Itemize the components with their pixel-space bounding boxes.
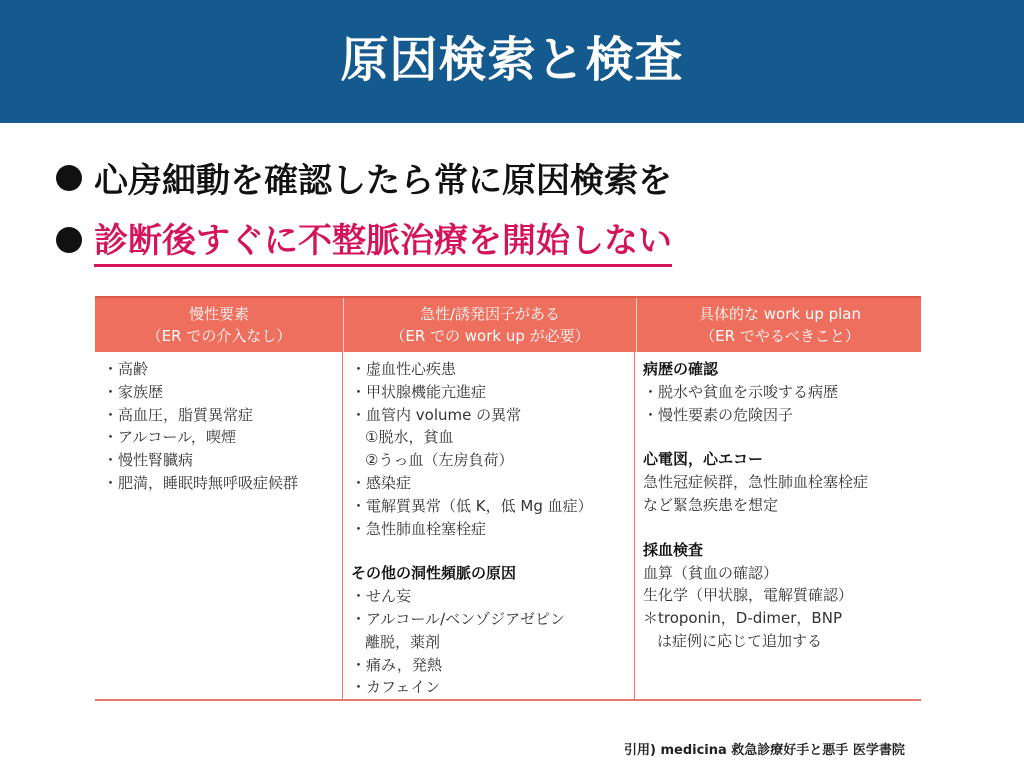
bullet-1	[56, 153, 672, 202]
table-header-row	[95, 296, 921, 352]
list-item: ・家族歴	[103, 382, 164, 401]
list-item: ・血管内 volume の異常	[351, 405, 522, 424]
list-item: ・高血圧，脂質異常症	[103, 405, 254, 424]
bullet-dot-icon	[56, 227, 82, 253]
list-item: ・急性肺血栓塞栓症	[351, 519, 487, 538]
list-item: は症例に応じて追加する	[657, 631, 823, 650]
list-item: ・カフェイン	[351, 678, 441, 697]
list-item: ＊troponin，D-dimer，BNP	[643, 609, 842, 628]
bullet-2	[56, 213, 672, 267]
spacer	[643, 517, 921, 539]
header-acute	[344, 298, 637, 352]
bullet-2-text: 診断後すぐに不整脈治療を開始しない	[94, 213, 672, 267]
list-item: ・感染症	[351, 473, 412, 492]
header-plan-line1: 具体的な work up plan	[698, 305, 862, 323]
bullet-1-text: 心房細動を確認したら常に原因検索を	[94, 161, 672, 201]
list-item: など緊急疾患を想定	[643, 495, 779, 514]
header-workup-plan	[637, 298, 923, 352]
spacer	[351, 540, 634, 562]
list-item: ・アルコール/ベンゾジアゼピン	[351, 609, 566, 628]
table-body-row	[95, 352, 921, 699]
list-item: 離脱，薬剤	[365, 632, 441, 651]
list-item: 血算（貧血の確認）	[643, 563, 779, 582]
spacer	[643, 426, 921, 448]
header-chronic	[95, 298, 344, 352]
list-item: ①脱水，貧血	[365, 428, 454, 447]
header-chronic-line1: 慢性要素	[188, 305, 249, 323]
list-item: 急性冠症候群，急性肺血栓塞栓症	[643, 473, 869, 492]
header-plan-line2: （ER でやるべきこと）	[700, 327, 860, 345]
list-item: ・痛み，発熱	[351, 655, 442, 674]
list-item: ・慢性腎臓病	[103, 451, 194, 470]
list-item: ・高齢	[103, 360, 149, 378]
list-item: ・虚血性心疾患	[351, 360, 457, 378]
header-acute-line2: （ER での work up が必要）	[390, 327, 590, 345]
workup-plan-cell	[635, 352, 921, 699]
list-item: ・アルコール，喫煙	[103, 428, 236, 447]
list-item: ②うっ血（左房負荷）	[365, 451, 514, 470]
acute-factors-cell	[343, 352, 635, 699]
list-item: ・甲状腺機能亢進症	[351, 382, 487, 401]
citation: 引用) medicina 救急診療好手と悪手 医学書院	[624, 743, 905, 758]
list-item: ・肥満，睡眠時無呼吸症候群	[103, 473, 299, 492]
list-item: 生化学（甲状腺，電解質確認）	[643, 586, 854, 605]
list-item: ・脱水や貧血を示唆する病歴	[643, 382, 839, 401]
chronic-factors-cell	[95, 352, 343, 699]
section-title: その他の洞性頻脈の原因	[351, 564, 517, 583]
list-item: ・せん妄	[351, 587, 412, 606]
section-title: 心電図，心エコー	[643, 450, 764, 469]
header-chronic-line2: （ER での介入なし）	[146, 327, 292, 345]
header-acute-line1: 急性/誘発因子がある	[419, 305, 561, 323]
list-item: ・慢性要素の危険因子	[643, 405, 794, 424]
bullet-dot-icon	[56, 165, 82, 191]
title-banner	[0, 0, 1024, 123]
section-title: 採血検査	[643, 540, 704, 559]
list-item: ・電解質異常（低 K，低 Mg 血症）	[351, 496, 593, 515]
slide-title: 原因検索と検査	[340, 32, 684, 88]
workup-table	[95, 296, 921, 701]
section-title: 病歴の確認	[643, 360, 719, 378]
